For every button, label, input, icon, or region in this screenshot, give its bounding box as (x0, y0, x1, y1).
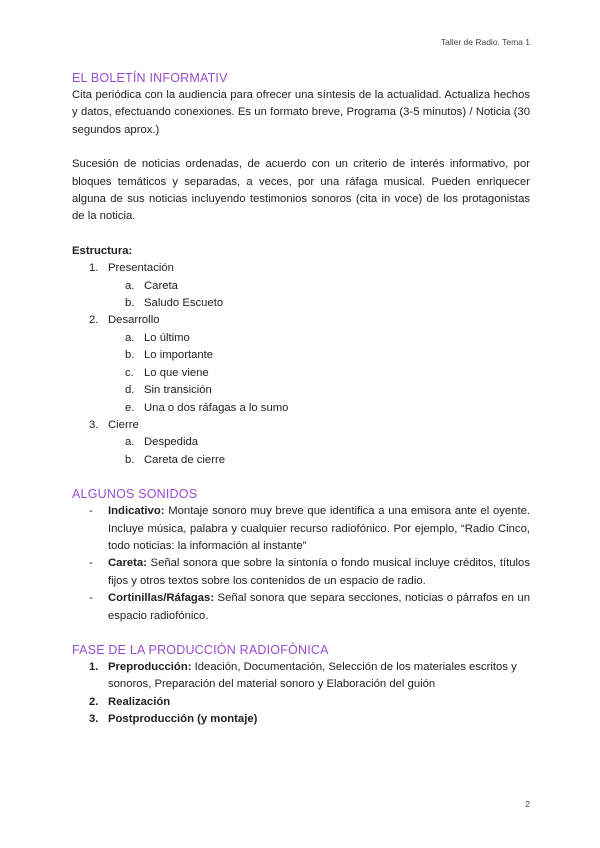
section-title-sonidos: ALGUNOS SONIDOS (72, 487, 198, 502)
list-item (72, 278, 530, 295)
list-item-label: Desarrollo (108, 314, 160, 327)
list-item (72, 295, 530, 312)
sounds-list (72, 503, 530, 625)
paragraph-boletin-description: Sucesión de noticias ordenadas, de acuerdo con un criterio de interés informativo, por bloques temáticos y separadas, a veces, por una ráfaga musical. Pueden enriquecer alguna de sus noticias incluyendo testimonios sonoros (cita in voce) de los protagonistas de la noticia. (72, 158, 530, 223)
list-item (72, 365, 530, 382)
running-header: Taller de Radio. Tema 1 (440, 37, 530, 47)
list-item (72, 400, 530, 417)
structure-label: Estructura: (72, 244, 133, 257)
structure-list (72, 312, 530, 329)
sublist (72, 330, 530, 417)
list-item (72, 347, 530, 364)
list-item-label: Sin transición (144, 384, 212, 397)
list-item-label: Lo último (144, 331, 190, 344)
definition: Señal sonora que sobre la sintonía o fondo musical incluye créditos, títulos fijos y otros textos sobre los contenidos de un espacio de radio. (108, 557, 530, 587)
list-item-label: Despedida (144, 436, 199, 449)
list-item-label: Careta (144, 279, 178, 292)
list-number: b. (125, 297, 135, 310)
list-item-label: Presentación (108, 262, 174, 275)
list-number: c. (125, 366, 134, 379)
list-item (72, 330, 530, 347)
list-item (72, 382, 530, 399)
list-number: b. (125, 453, 135, 466)
list-item (72, 555, 530, 590)
list-item (72, 434, 530, 451)
page-number: 2 (525, 799, 530, 809)
term: Realización (108, 695, 171, 708)
page-content (72, 70, 530, 729)
section-title-produccion: FASE DE LA PRODUCCIÓN RADIOFÓNICA (72, 642, 329, 657)
list-number: a. (125, 436, 135, 449)
dash-bullet: - (89, 505, 93, 518)
list-number: d. (125, 384, 135, 397)
list-item-label: Lo importante (144, 349, 214, 362)
term: Indicativo: (108, 505, 165, 518)
list-item-label: Saludo Escueto (144, 297, 224, 310)
list-item-label: Careta de cierre (144, 453, 225, 466)
list-item (72, 503, 530, 555)
term: Careta: (108, 557, 147, 570)
section-title-boletin: EL BOLETÍN INFORMATIV (72, 71, 228, 85)
paragraph-boletin-definition: Cita periódica con la audiencia para ofrecer una síntesis de la actualidad. Actualiza hechos y datos, efectuando conexiones. Es un formato breve, Programa (3-5 minutos) / Noticia (30 segundos aprox.) (72, 89, 530, 136)
list-number: 3. (89, 418, 99, 431)
sublist (72, 434, 530, 469)
list-item (72, 590, 530, 625)
term: Preproducción: (108, 660, 192, 673)
list-number: b. (125, 349, 135, 362)
structure-list (72, 260, 530, 277)
list-item-label: Una o dos ráfagas a lo sumo (144, 401, 289, 414)
list-item-label: Lo que viene (144, 366, 209, 379)
list-item (72, 711, 530, 728)
list-number: 2. (89, 314, 99, 327)
list-item (72, 312, 530, 329)
list-item (72, 417, 530, 434)
dash-bullet: - (89, 592, 93, 605)
production-phase-list (72, 659, 530, 729)
definition: Ideación, Documentación, Selección de los materiales escritos y sonoros, Preparación del material sonoro y Elaboración del guión (108, 660, 517, 691)
list-item (72, 659, 530, 694)
list-item (72, 260, 530, 277)
structure-list (72, 417, 530, 434)
sublist (72, 278, 530, 313)
list-item (72, 452, 530, 469)
definition: Montaje sonoro muy breve que identifica a una emisora ante el oyente. Incluye música, palabra y cualquier recurso radiofónico. Por ejemplo, “Radio Cinco, todo noticias: la información al instante” (108, 505, 530, 552)
term: Postproducción (y montaje) (108, 713, 258, 726)
term: Cortinillas/Ráfagas: (108, 592, 215, 605)
list-number: 2. (89, 695, 99, 708)
list-number: a. (125, 331, 135, 344)
list-item (72, 694, 530, 711)
list-number: a. (125, 279, 135, 292)
list-number: 3. (89, 713, 99, 726)
dash-bullet: - (89, 557, 93, 570)
list-number: 1. (89, 660, 99, 673)
list-item-label: Cierre (108, 418, 139, 431)
list-number: 1. (89, 262, 99, 275)
list-number: e. (125, 401, 135, 414)
definition: Señal sonora que separa secciones, noticias o párrafos en un espacio radiofónico. (108, 592, 530, 622)
